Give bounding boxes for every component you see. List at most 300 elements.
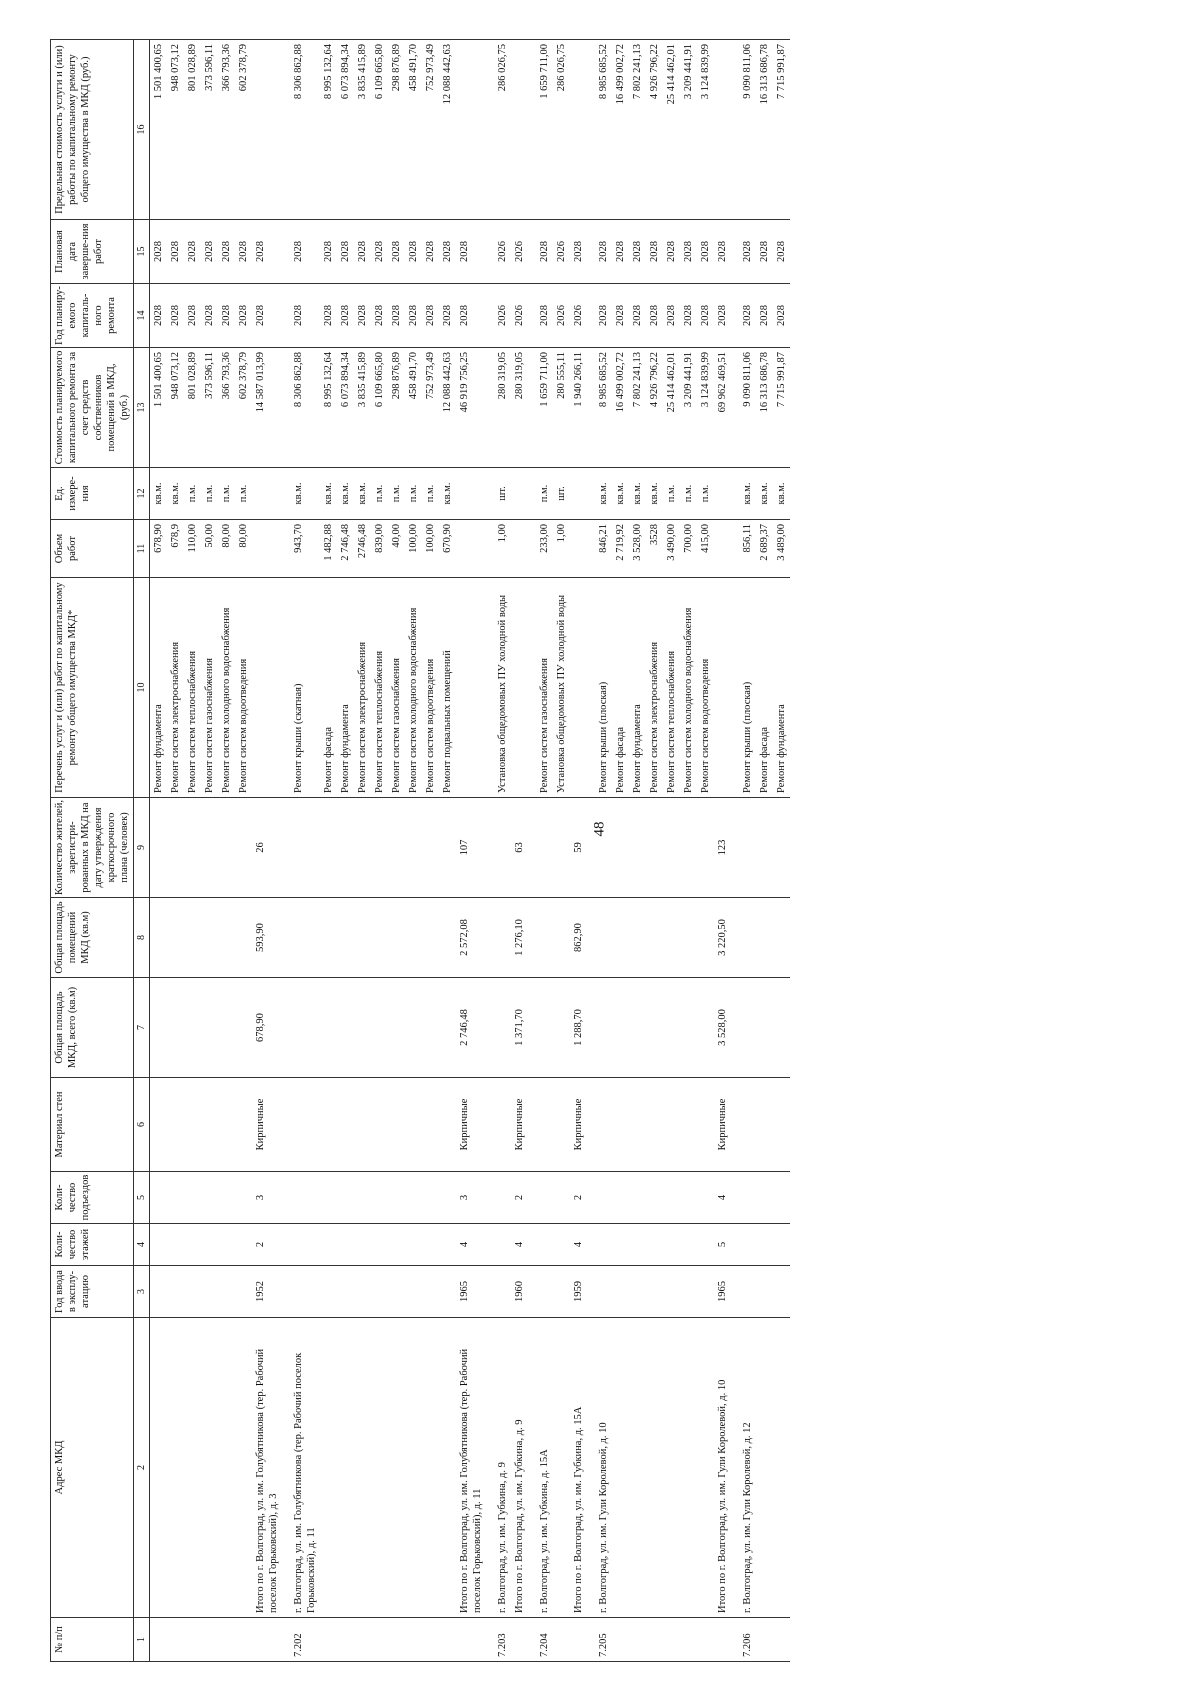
- cell-unit: кв.м.: [612, 468, 629, 520]
- cell-work: [456, 578, 486, 798]
- cell-cost: 1 659 711,00: [528, 348, 553, 468]
- cell-num: [184, 1618, 201, 1662]
- cell-repair-year: 2028: [150, 284, 168, 348]
- cell-repair-year: 2028: [320, 284, 337, 348]
- cell-walls: [680, 1078, 697, 1172]
- col-number: 15: [134, 220, 150, 284]
- cell-work: Ремонт фундамента: [337, 578, 354, 798]
- cell-max-cost: 8 995 132,64: [320, 40, 337, 220]
- cell-rooms-area: [405, 898, 422, 978]
- cell-end-date: 2028: [629, 220, 646, 284]
- header-repair-year: Год планиру-емого капиталь-ного ремонта: [51, 284, 134, 348]
- cell-rooms-area: [422, 898, 439, 978]
- cell-rooms-area: [697, 898, 714, 978]
- cell-max-cost: [570, 40, 587, 220]
- col-number: 9: [134, 798, 150, 898]
- cell-residents: [405, 798, 422, 898]
- cell-year: [371, 1266, 388, 1318]
- cell-repair-year: 2028: [714, 284, 731, 348]
- cell-residents: [587, 798, 612, 898]
- cell-repair-year: 2028: [371, 284, 388, 348]
- cell-year: [201, 1266, 218, 1318]
- cell-cost: 3 209 441,91: [680, 348, 697, 468]
- cell-walls: [354, 1078, 371, 1172]
- cell-address: [629, 1318, 646, 1618]
- cell-max-cost: 16 313 686,78: [756, 40, 773, 220]
- cell-total-area: [612, 978, 629, 1078]
- cell-total-area: [422, 978, 439, 1078]
- cell-rooms-area: [612, 898, 629, 978]
- cell-address: г. Волгоград, ул. им. Губкина, д. 9: [486, 1318, 511, 1618]
- cell-work: Ремонт систем водоотведения: [422, 578, 439, 798]
- table-row: [612, 40, 629, 1662]
- cell-walls: [528, 1078, 553, 1172]
- cell-max-cost: [511, 40, 528, 220]
- cell-cost: 3 835 415,89: [354, 348, 371, 468]
- cell-work: Ремонт систем теплоснабжения: [663, 578, 680, 798]
- cell-year: [756, 1266, 773, 1318]
- cell-repair-year: 2028: [282, 284, 320, 348]
- cell-max-cost: [456, 40, 486, 220]
- cell-work: Ремонт фундамента: [773, 578, 790, 798]
- cell-entrances: 4: [714, 1172, 731, 1224]
- cell-floors: [553, 1224, 570, 1266]
- cell-walls: [646, 1078, 663, 1172]
- cell-residents: [337, 798, 354, 898]
- cell-num: [612, 1618, 629, 1662]
- cell-year: [320, 1266, 337, 1318]
- cell-work: Ремонт крыши (скатная): [282, 578, 320, 798]
- cell-unit: кв.м.: [587, 468, 612, 520]
- col-number: 10: [134, 578, 150, 798]
- cell-floors: [235, 1224, 252, 1266]
- cell-volume: 3 490,00: [663, 520, 680, 578]
- cell-end-date: 2028: [235, 220, 252, 284]
- cell-repair-year: 2028: [235, 284, 252, 348]
- cell-num: [456, 1618, 486, 1662]
- cell-entrances: [405, 1172, 422, 1224]
- cell-entrances: [731, 1172, 756, 1224]
- cell-walls: [320, 1078, 337, 1172]
- cell-year: [731, 1266, 756, 1318]
- cell-residents: [388, 798, 405, 898]
- cell-residents: [354, 798, 371, 898]
- cell-end-date: 2028: [388, 220, 405, 284]
- cell-max-cost: 752 973,49: [422, 40, 439, 220]
- cell-end-date: 2028: [612, 220, 629, 284]
- cell-cost: 280 319,05: [486, 348, 511, 468]
- cell-repair-year: 2028: [629, 284, 646, 348]
- cell-work: Ремонт фундамента: [150, 578, 168, 798]
- cell-num: 7.206: [731, 1618, 756, 1662]
- cell-num: [714, 1618, 731, 1662]
- cell-total-area: [528, 978, 553, 1078]
- cell-entrances: [371, 1172, 388, 1224]
- table-row: [663, 40, 680, 1662]
- cell-repair-year: 2028: [456, 284, 486, 348]
- cell-max-cost: 8 306 862,88: [282, 40, 320, 220]
- cell-rooms-area: [587, 898, 612, 978]
- cell-year: [167, 1266, 184, 1318]
- cell-total-area: 678,90: [252, 978, 282, 1078]
- cell-cost: 8 306 862,88: [282, 348, 320, 468]
- cell-walls: [371, 1078, 388, 1172]
- cell-floors: [282, 1224, 320, 1266]
- cell-entrances: [320, 1172, 337, 1224]
- cell-num: [663, 1618, 680, 1662]
- cell-num: [511, 1618, 528, 1662]
- table-row: [680, 40, 697, 1662]
- total-row: [252, 40, 282, 1662]
- col-number: 1: [134, 1618, 150, 1662]
- cell-rooms-area: [235, 898, 252, 978]
- cell-year: [528, 1266, 553, 1318]
- cell-year: [646, 1266, 663, 1318]
- repair-plan-table: [50, 39, 790, 1662]
- cell-year: [388, 1266, 405, 1318]
- cell-address: [150, 1318, 168, 1618]
- cell-year: [486, 1266, 511, 1318]
- cell-unit: [511, 468, 528, 520]
- cell-walls: [612, 1078, 629, 1172]
- cell-max-cost: 298 876,89: [388, 40, 405, 220]
- cell-address: [553, 1318, 570, 1618]
- cell-volume: [511, 520, 528, 578]
- cell-walls: Кирпичные: [456, 1078, 486, 1172]
- cell-num: [439, 1618, 456, 1662]
- cell-end-date: 2028: [456, 220, 486, 284]
- cell-year: [337, 1266, 354, 1318]
- cell-num: [337, 1618, 354, 1662]
- cell-walls: [201, 1078, 218, 1172]
- cell-total-area: 2 746,48: [456, 978, 486, 1078]
- col-number: 14: [134, 284, 150, 348]
- cell-unit: кв.м.: [282, 468, 320, 520]
- cell-walls: Кирпичные: [252, 1078, 282, 1172]
- cell-floors: [201, 1224, 218, 1266]
- cell-floors: [371, 1224, 388, 1266]
- cell-walls: [388, 1078, 405, 1172]
- col-number: 8: [134, 898, 150, 978]
- cell-address: [218, 1318, 235, 1618]
- cell-floors: [646, 1224, 663, 1266]
- cell-unit: кв.м.: [320, 468, 337, 520]
- cell-walls: [282, 1078, 320, 1172]
- table-row: [388, 40, 405, 1662]
- header-works: Перечень услуг и (или) работ по капитальному ремонту общего имущества МКД*: [51, 578, 134, 798]
- cell-num: [680, 1618, 697, 1662]
- cell-unit: [570, 468, 587, 520]
- col-number: 11: [134, 520, 150, 578]
- cell-rooms-area: [439, 898, 456, 978]
- cell-address: [184, 1318, 201, 1618]
- cell-residents: [150, 798, 168, 898]
- cell-end-date: 2028: [218, 220, 235, 284]
- cell-residents: [439, 798, 456, 898]
- cell-total-area: 1 288,70: [570, 978, 587, 1078]
- cell-num: 7.205: [587, 1618, 612, 1662]
- table-header: [51, 40, 150, 1662]
- cell-floors: [612, 1224, 629, 1266]
- cell-floors: 2: [252, 1224, 282, 1266]
- cell-residents: [282, 798, 320, 898]
- cell-entrances: [282, 1172, 320, 1224]
- cell-year: 1965: [456, 1266, 486, 1318]
- cell-volume: 233,00: [528, 520, 553, 578]
- cell-unit: п.м.: [422, 468, 439, 520]
- cell-floors: 5: [714, 1224, 731, 1266]
- total-row: [570, 40, 587, 1662]
- cell-repair-year: 2028: [697, 284, 714, 348]
- cell-repair-year: 2028: [612, 284, 629, 348]
- cell-num: 7.203: [486, 1618, 511, 1662]
- cell-entrances: [553, 1172, 570, 1224]
- cell-unit: шт.: [553, 468, 570, 520]
- cell-walls: [587, 1078, 612, 1172]
- cell-unit: п.м.: [235, 468, 252, 520]
- cell-floors: [773, 1224, 790, 1266]
- cell-address: г. Волгоград, ул. им. Губкина, д. 15А: [528, 1318, 553, 1618]
- cell-cost: 9 090 811,06: [731, 348, 756, 468]
- cell-residents: [320, 798, 337, 898]
- cell-entrances: [646, 1172, 663, 1224]
- cell-volume: [570, 520, 587, 578]
- cell-max-cost: 3 209 441,91: [680, 40, 697, 220]
- cell-work: Ремонт крыши (плоская): [587, 578, 612, 798]
- cell-unit: кв.м.: [756, 468, 773, 520]
- cell-volume: 3528: [646, 520, 663, 578]
- cell-year: [282, 1266, 320, 1318]
- cell-max-cost: 25 414 462,01: [663, 40, 680, 220]
- cell-work: Ремонт систем электроснабжения: [167, 578, 184, 798]
- cell-max-cost: 948 073,12: [167, 40, 184, 220]
- cell-unit: п.м.: [201, 468, 218, 520]
- cell-entrances: [150, 1172, 168, 1224]
- cell-rooms-area: [201, 898, 218, 978]
- cell-floors: [731, 1224, 756, 1266]
- cell-residents: [646, 798, 663, 898]
- cell-total-area: [486, 978, 511, 1078]
- cell-total-area: [697, 978, 714, 1078]
- cell-volume: 2 746,48: [337, 520, 354, 578]
- cell-num: [422, 1618, 439, 1662]
- cell-volume: 856,11: [731, 520, 756, 578]
- cell-work: Установка общедомовых ПУ холодной воды: [553, 578, 570, 798]
- table-row: [629, 40, 646, 1662]
- col-number: 12: [134, 468, 150, 520]
- cell-residents: [184, 798, 201, 898]
- cell-residents: 123: [714, 798, 731, 898]
- cell-cost: 8 995 132,64: [320, 348, 337, 468]
- cell-floors: 4: [570, 1224, 587, 1266]
- cell-total-area: [337, 978, 354, 1078]
- cell-total-area: [354, 978, 371, 1078]
- cell-work: Ремонт систем теплоснабжения: [371, 578, 388, 798]
- cell-year: [439, 1266, 456, 1318]
- cell-end-date: 2028: [714, 220, 731, 284]
- cell-end-date: 2028: [150, 220, 168, 284]
- cell-cost: 69 962 469,51: [714, 348, 731, 468]
- cell-repair-year: 2028: [337, 284, 354, 348]
- cell-entrances: [528, 1172, 553, 1224]
- cell-work: Ремонт крыши (плоская): [731, 578, 756, 798]
- cell-repair-year: 2028: [201, 284, 218, 348]
- cell-rooms-area: [756, 898, 773, 978]
- cell-address: [371, 1318, 388, 1618]
- cell-entrances: [388, 1172, 405, 1224]
- cell-repair-year: 2028: [252, 284, 282, 348]
- cell-rooms-area: [553, 898, 570, 978]
- header-num: № п/п: [51, 1618, 134, 1662]
- cell-max-cost: 286 026,75: [486, 40, 511, 220]
- cell-repair-year: 2028: [405, 284, 422, 348]
- cell-residents: [486, 798, 511, 898]
- cell-repair-year: 2028: [773, 284, 790, 348]
- cell-end-date: 2028: [405, 220, 422, 284]
- cell-cost: 458 491,70: [405, 348, 422, 468]
- cell-residents: [201, 798, 218, 898]
- cell-walls: [629, 1078, 646, 1172]
- cell-rooms-area: [528, 898, 553, 978]
- cell-cost: 7 715 991,87: [773, 348, 790, 468]
- cell-entrances: [235, 1172, 252, 1224]
- header-rooms-area: Общая площадь помещений МКД (кв.м): [51, 898, 134, 978]
- cell-end-date: 2028: [680, 220, 697, 284]
- cell-unit: кв.м.: [646, 468, 663, 520]
- cell-num: [629, 1618, 646, 1662]
- cell-work: Ремонт систем водоотведения: [697, 578, 714, 798]
- cell-floors: [528, 1224, 553, 1266]
- cell-unit: п.м.: [528, 468, 553, 520]
- cell-residents: 26: [252, 798, 282, 898]
- cell-end-date: 2028: [587, 220, 612, 284]
- cell-floors: [629, 1224, 646, 1266]
- cell-residents: [167, 798, 184, 898]
- cell-rooms-area: [218, 898, 235, 978]
- header-entrances: Коли-чество подъездов: [51, 1172, 134, 1224]
- cell-num: [553, 1618, 570, 1662]
- cell-address: [773, 1318, 790, 1618]
- header-unit: Ед. измере-ния: [51, 468, 134, 520]
- cell-num: [646, 1618, 663, 1662]
- cell-residents: 107: [456, 798, 486, 898]
- cell-rooms-area: [486, 898, 511, 978]
- cell-repair-year: 2028: [184, 284, 201, 348]
- cell-unit: кв.м.: [731, 468, 756, 520]
- total-row: [714, 40, 731, 1662]
- cell-floors: [439, 1224, 456, 1266]
- header-residents: Количество жителей, зарегистри-рованных в МКД на дату утверждения краткосрочного плана (человек): [51, 798, 134, 898]
- cell-repair-year: 2026: [570, 284, 587, 348]
- cell-work: Ремонт систем газоснабжения: [388, 578, 405, 798]
- cell-entrances: [184, 1172, 201, 1224]
- cell-address: г. Волгоград, ул. им. Гули Королевой, д. 12: [731, 1318, 756, 1618]
- cell-num: [320, 1618, 337, 1662]
- cell-total-area: 3 528,00: [714, 978, 731, 1078]
- cell-floors: [405, 1224, 422, 1266]
- cell-year: [218, 1266, 235, 1318]
- cell-volume: 839,00: [371, 520, 388, 578]
- cell-max-cost: 458 491,70: [405, 40, 422, 220]
- cell-end-date: 2028: [354, 220, 371, 284]
- cell-cost: 3 124 839,99: [697, 348, 714, 468]
- cell-end-date: 2026: [486, 220, 511, 284]
- cell-address: [697, 1318, 714, 1618]
- cell-walls: [422, 1078, 439, 1172]
- cell-max-cost: 602 378,79: [235, 40, 252, 220]
- cell-volume: 1,00: [486, 520, 511, 578]
- cell-residents: 59: [570, 798, 587, 898]
- cell-total-area: [405, 978, 422, 1078]
- cell-cost: 280 319,05: [511, 348, 528, 468]
- cell-max-cost: 1 501 400,65: [150, 40, 168, 220]
- cell-rooms-area: [731, 898, 756, 978]
- cell-year: [697, 1266, 714, 1318]
- header-end-date: Плановая дата заверше-ния работ: [51, 220, 134, 284]
- cell-entrances: 3: [456, 1172, 486, 1224]
- cell-residents: [663, 798, 680, 898]
- cell-total-area: [756, 978, 773, 1078]
- table-row: [646, 40, 663, 1662]
- cell-unit: [714, 468, 731, 520]
- cell-num: [756, 1618, 773, 1662]
- cell-total-area: [629, 978, 646, 1078]
- cell-volume: 80,00: [235, 520, 252, 578]
- cell-num: [354, 1618, 371, 1662]
- table-row: [150, 40, 168, 1662]
- table-row: [756, 40, 773, 1662]
- cell-year: [405, 1266, 422, 1318]
- table-row: [587, 40, 612, 1662]
- cell-unit: п.м.: [218, 468, 235, 520]
- cell-total-area: [773, 978, 790, 1078]
- cell-entrances: [422, 1172, 439, 1224]
- cell-residents: [612, 798, 629, 898]
- cell-address: [337, 1318, 354, 1618]
- cell-address: [201, 1318, 218, 1618]
- cell-max-cost: 1 659 711,00: [528, 40, 553, 220]
- cell-residents: [371, 798, 388, 898]
- cell-residents: [218, 798, 235, 898]
- cell-unit: п.м.: [405, 468, 422, 520]
- cell-cost: 8 985 685,52: [587, 348, 612, 468]
- cell-floors: [388, 1224, 405, 1266]
- cell-total-area: [731, 978, 756, 1078]
- cell-repair-year: 2028: [218, 284, 235, 348]
- cell-volume: 80,00: [218, 520, 235, 578]
- cell-walls: [167, 1078, 184, 1172]
- cell-max-cost: 4 926 796,22: [646, 40, 663, 220]
- cell-total-area: [371, 978, 388, 1078]
- cell-cost: 948 073,12: [167, 348, 184, 468]
- cell-repair-year: 2026: [553, 284, 570, 348]
- cell-entrances: [587, 1172, 612, 1224]
- cell-volume: [252, 520, 282, 578]
- header-walls: Материал стен: [51, 1078, 134, 1172]
- cell-residents: [235, 798, 252, 898]
- cell-residents: [756, 798, 773, 898]
- cell-rooms-area: [320, 898, 337, 978]
- cell-entrances: [773, 1172, 790, 1224]
- cell-rooms-area: 2 572,08: [456, 898, 486, 978]
- cell-walls: [150, 1078, 168, 1172]
- cell-max-cost: 7 715 991,87: [773, 40, 790, 220]
- cell-total-area: [553, 978, 570, 1078]
- cell-unit: п.м.: [388, 468, 405, 520]
- cell-residents: [680, 798, 697, 898]
- cell-total-area: [439, 978, 456, 1078]
- cell-cost: 4 926 796,22: [646, 348, 663, 468]
